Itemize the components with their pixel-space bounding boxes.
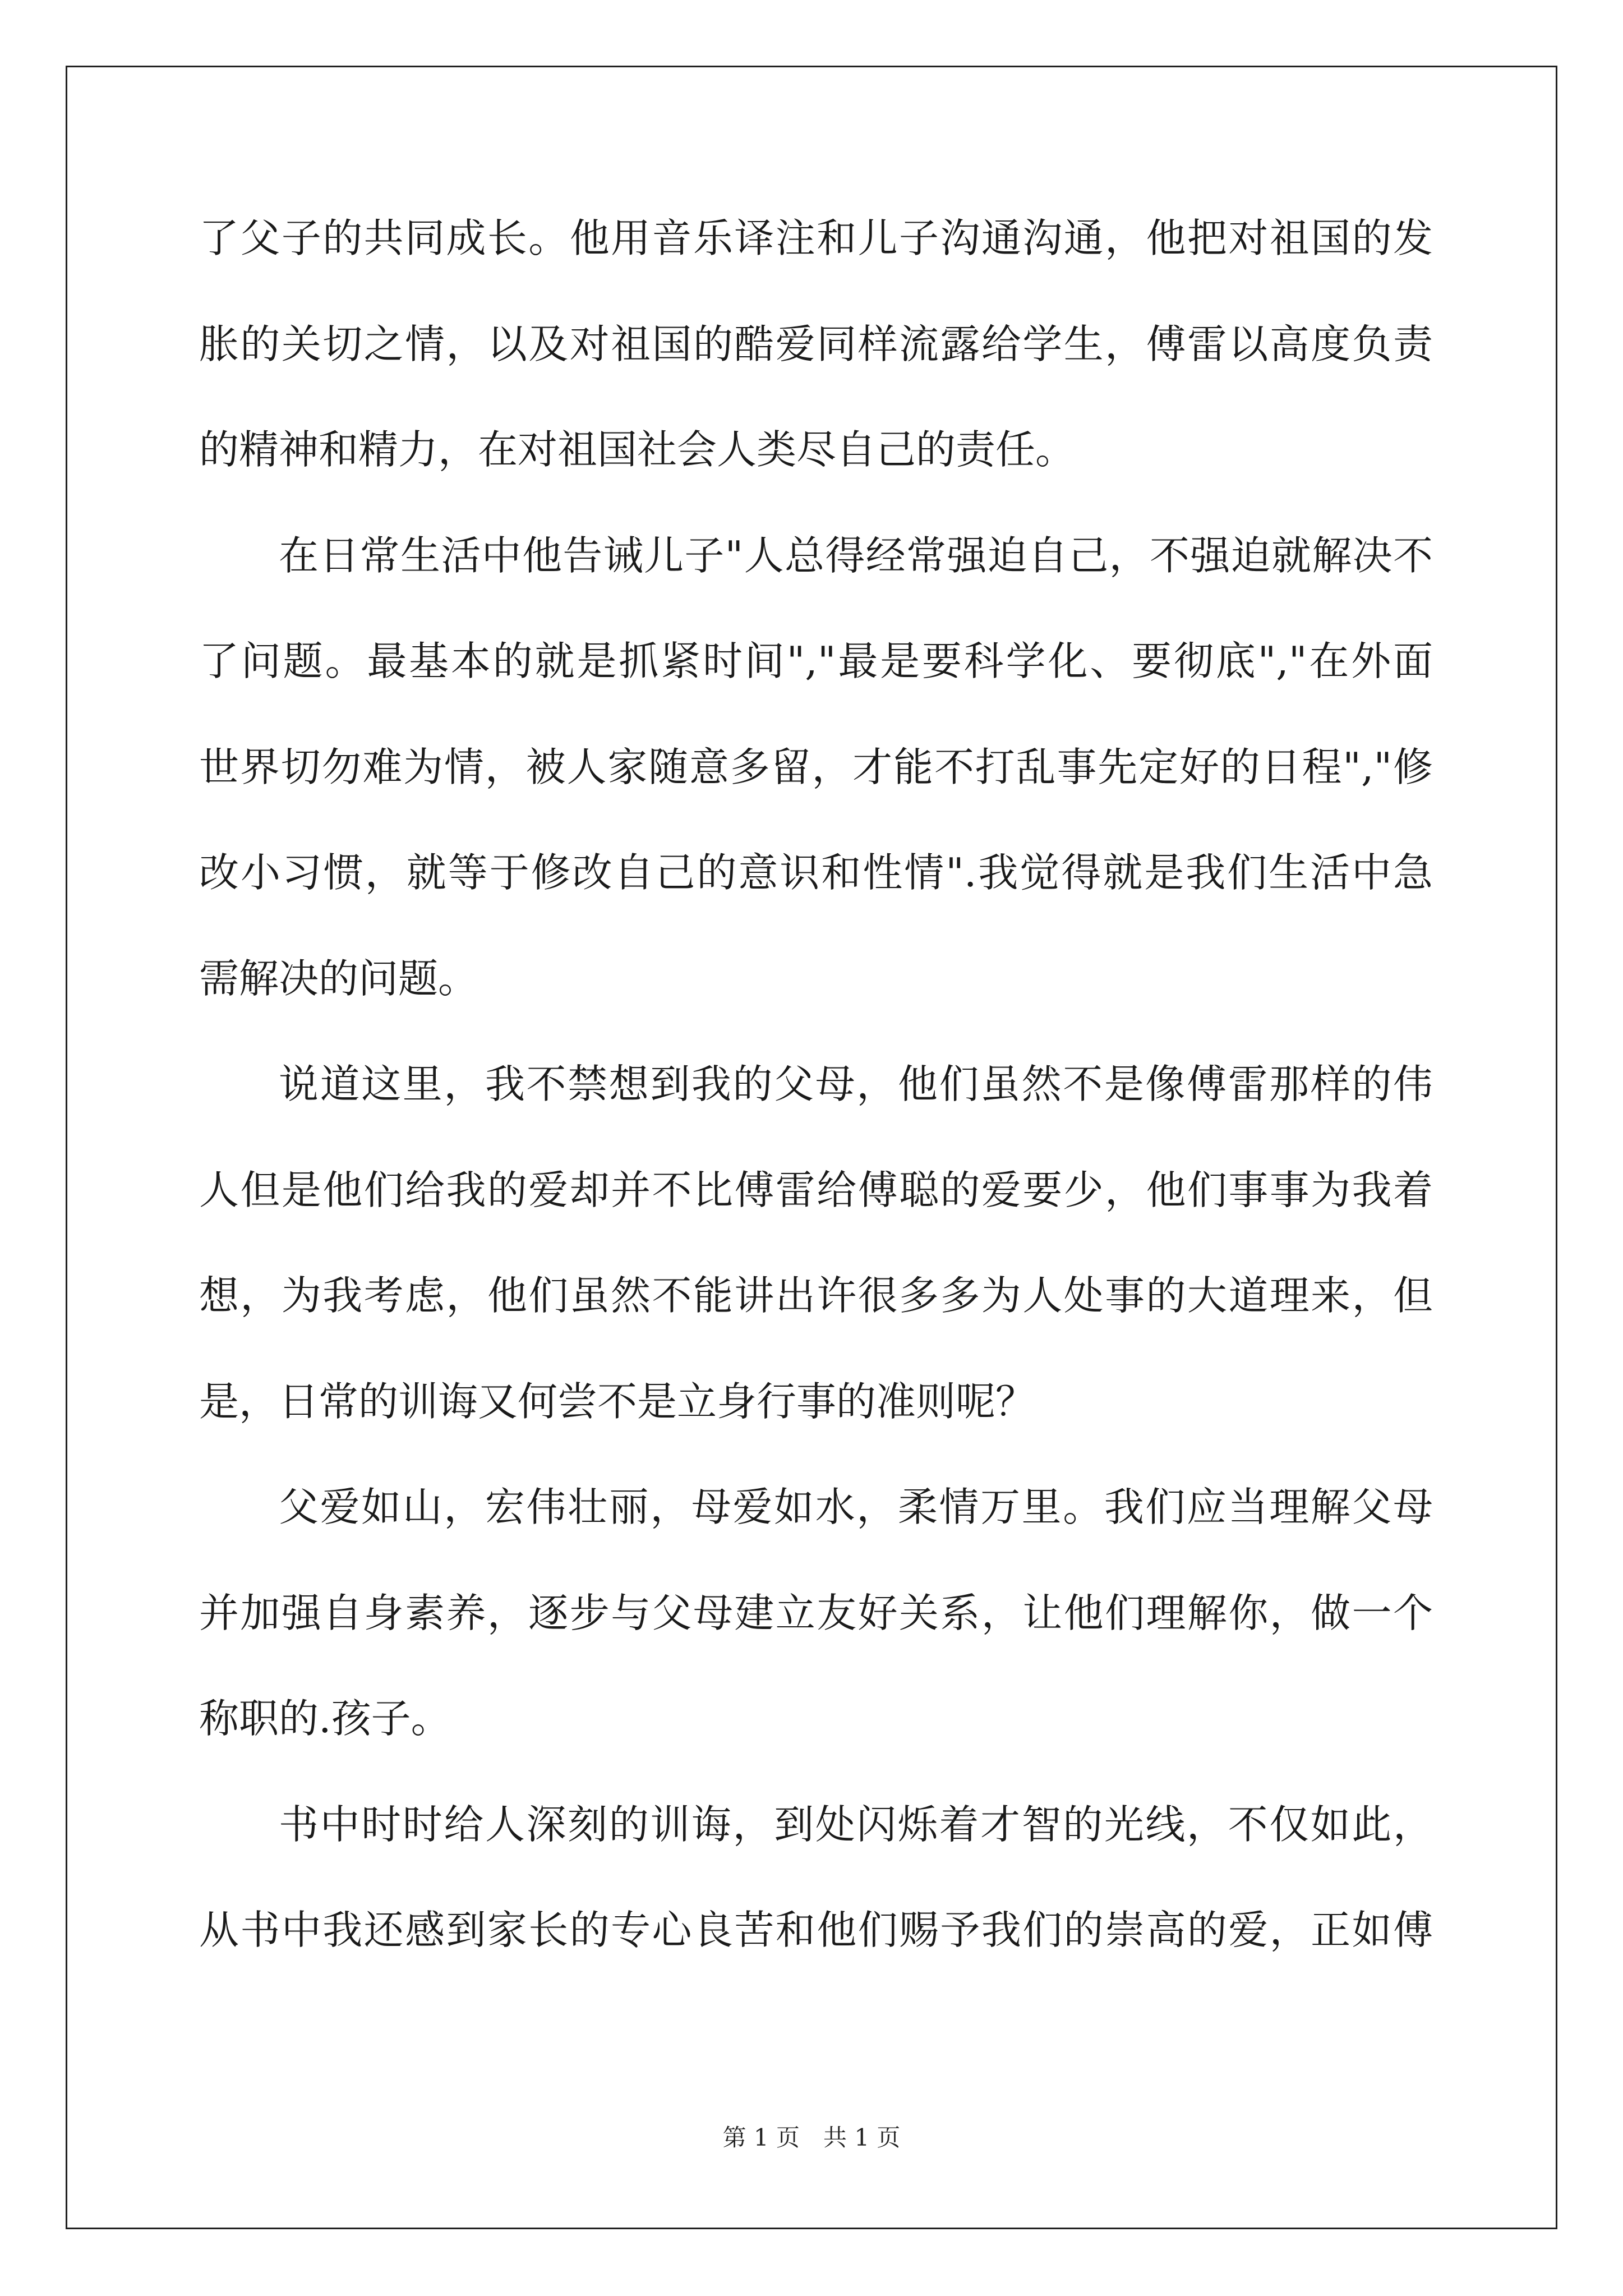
text-line: 说道这里，我不禁想到我的父母，他们虽然不是像傅雷那样的伟 <box>279 1061 1433 1107</box>
text-line: 称职的.孩子。 <box>199 1695 451 1742</box>
text-line: 改小习惯，就等于修改自己的意识和性情".我觉得就是我们生活中急 <box>199 849 1433 896</box>
text-line: 人但是他们给我的爱却并不比傅雷给傅聪的爱要少，他们事事为我着 <box>199 1166 1433 1213</box>
text-line: 并加强自身素养，逐步与父母建立友好关系，让他们理解你，做一个 <box>199 1589 1433 1636</box>
text-line: 在日常生活中他告诫儿子"人总得经常强迫自己，不强迫就解决不 <box>279 532 1433 579</box>
text-line: 的精神和精力，在对祖国社会人类尽自己的责任。 <box>199 426 1076 473</box>
text-line: 了父子的共同成长。他用音乐译注和儿子沟通沟通，他把对祖国的发 <box>199 215 1433 261</box>
text-line: 父爱如山，宏伟壮丽，母爱如水，柔情万里。我们应当理解父母 <box>279 1484 1433 1530</box>
text-line: 是，日常的训诲又何尝不是立身行事的准则呢？ <box>199 1378 1036 1425</box>
document-body <box>199 216 1433 2014</box>
text-line: 了问题。最基本的就是抓紧时间","最是要科学化、要彻底","在外面 <box>199 638 1433 684</box>
text-line: 需解决的问题。 <box>199 955 478 1002</box>
text-line: 世界切勿难为情，被人家随意多留，才能不打乱事先定好的日程","修 <box>199 743 1433 790</box>
text-line: 从书中我还感到家长的专心良苦和他们赐予我们的崇高的爱，正如傅 <box>199 1907 1433 1953</box>
text-line: 想，为我考虑，他们虽然不能讲出许很多多为人处事的大道理来，但 <box>199 1272 1433 1319</box>
text-line: 胀的关切之情，以及对祖国的酷爱同样流露给学生，傅雷以高度负责 <box>199 320 1433 367</box>
page-footer: 第 1 页 共 1 页 <box>722 2124 901 2151</box>
text-line: 书中时时给人深刻的训诲，到处闪烁着才智的光线，不仅如此， <box>279 1801 1433 1848</box>
